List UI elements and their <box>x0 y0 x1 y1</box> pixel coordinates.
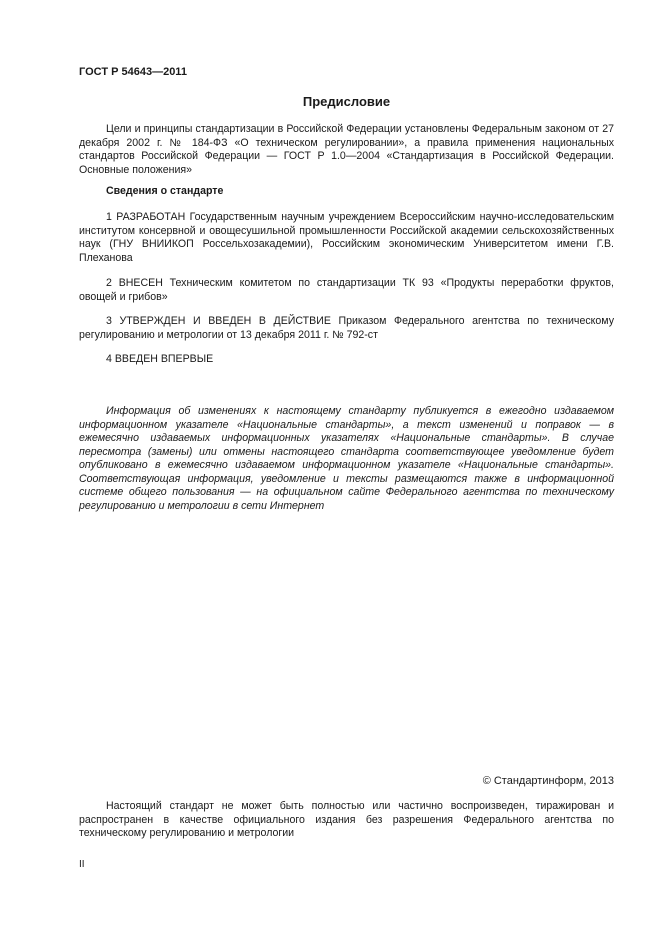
page-title: Предисловие <box>302 94 391 109</box>
copyright-line: © Стандартинформ, 2013 <box>482 775 614 787</box>
page-number: II <box>79 859 85 870</box>
intro-paragraph: Цели и принципы стандартизации в Российской Федерации установлены Федеральным законом от 27 декабря 2002 г. № 184-ФЗ «О техническом регулировании», а правила применения национальных стандартов Российской Федерации — ГОСТ Р 1.0—2004 «Стандартизация в Российской Федерации. Основные положения» <box>79 123 614 176</box>
notice-paragraph: Информация об изменениях к настоящему стандарту публикуется в ежегодно издаваемом информационном указателе «Национальные стандарты», а текст изменений и поправок — в ежемесячно издаваемых информационных указателях «Национальные стандарты». В случае пересмотра (замены) или отмены настоящего стандарта соответствующее уведомление будет опубликовано в ежемесячно издаваемом информационном указателе «Национальные стандарты». Соответствующая информация, уведомление и тексты размещаются также в информационной системе общего пользования — на официальном сайте Федерального агентства по техническому регулированию и метрологии в сети Интернет <box>79 405 614 512</box>
item-submitted: 2 ВНЕСЕН Техническим комитетом по стандартизации ТК 93 «Продукты переработки фруктов, овощей и грибов» <box>79 277 614 303</box>
rights-paragraph: Настоящий стандарт не может быть полностью или частично воспроизведен, тиражирован и распространен в качестве официального издания без разрешения Федерального агентства по техническому регулированию и метрологии <box>79 800 614 839</box>
document-number: ГОСТ Р 54643—2011 <box>79 66 187 78</box>
item-introduced: 4 ВВЕДЕН ВПЕРВЫЕ <box>106 353 214 365</box>
item-developed: 1 РАЗРАБОТАН Государственным научным учреждением Всероссийским научно-исследовательским институтом консервной и овощесушильной промышленности Российской академии сельскохозяйственных наук (ГНУ ВНИИКОП Россельхозакадемии), Российским экономическим Университетом имени Г.В. Плеханова <box>79 211 614 264</box>
item-approved: 3 УТВЕРЖДЕН И ВВЕДЕН В ДЕЙСТВИЕ Приказом Федерального агентства по техническому регулированию и метрологии от 13 декабря 2011 г. № 792-ст <box>79 315 614 341</box>
info-heading: Сведения о стандарте <box>106 185 224 197</box>
